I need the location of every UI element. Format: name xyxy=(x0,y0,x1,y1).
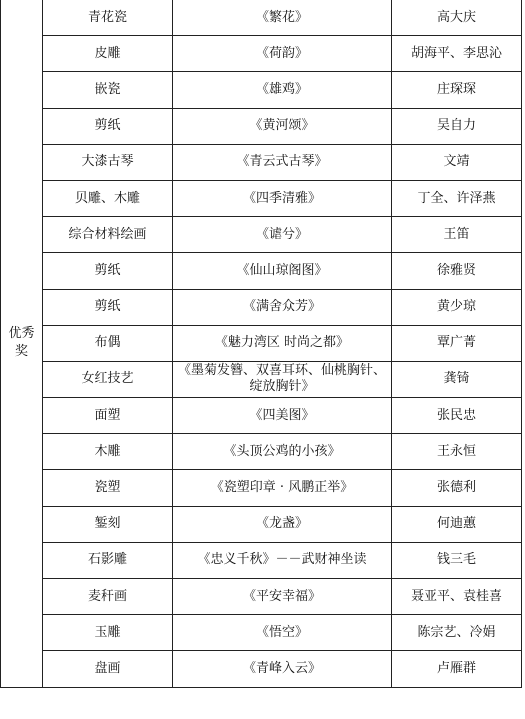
table-row xyxy=(1,253,522,289)
table-row xyxy=(1,180,522,216)
title-cell: 《繁花》 xyxy=(173,0,392,36)
author-cell: 高大庆 xyxy=(392,0,522,36)
title-cell: 《平安幸福》 xyxy=(173,579,392,615)
table-row xyxy=(1,361,522,397)
title-cell: 《仙山琼阁图》 xyxy=(173,253,392,289)
title-cell: 《魅力湾区 时尚之都》 xyxy=(173,325,392,361)
title-cell: 《四季清雅》 xyxy=(173,180,392,216)
category-cell: 木雕 xyxy=(43,434,173,470)
title-cell: 《青峰入云》 xyxy=(173,651,392,687)
table-row xyxy=(1,506,522,542)
table-row xyxy=(1,470,522,506)
author-cell: 吴自力 xyxy=(392,108,522,144)
table-row xyxy=(1,144,522,180)
category-cell: 贝雕、木雕 xyxy=(43,180,173,216)
category-cell: 嵌瓷 xyxy=(43,72,173,108)
author-cell: 陈宗艺、冷娟 xyxy=(392,615,522,651)
table-row xyxy=(1,325,522,361)
category-cell: 玉雕 xyxy=(43,615,173,651)
title-cell: 《四美图》 xyxy=(173,398,392,434)
category-cell: 剪纸 xyxy=(43,289,173,325)
category-cell: 综合材料绘画 xyxy=(43,217,173,253)
author-cell: 黄少琼 xyxy=(392,289,522,325)
author-cell: 何迪蕙 xyxy=(392,506,522,542)
author-cell: 张德利 xyxy=(392,470,522,506)
title-cell: 《悟空》 xyxy=(173,615,392,651)
category-cell: 面塑 xyxy=(43,398,173,434)
author-cell: 覃广菁 xyxy=(392,325,522,361)
author-cell: 徐雅贤 xyxy=(392,253,522,289)
author-cell: 钱三毛 xyxy=(392,542,522,578)
category-cell: 剪纸 xyxy=(43,108,173,144)
table-row xyxy=(1,0,522,36)
author-cell: 王永恒 xyxy=(392,434,522,470)
title-cell: 《墨菊发簪、双喜耳环、仙桃胸针、绽放胸针》 xyxy=(173,361,392,397)
title-cell: 《青云式古琴》 xyxy=(173,144,392,180)
award-level-cell: 优秀奖 xyxy=(1,0,43,687)
table-row xyxy=(1,542,522,578)
table-row xyxy=(1,651,522,687)
category-cell: 布偶 xyxy=(43,325,173,361)
table-row xyxy=(1,289,522,325)
title-cell: 《雄鸡》 xyxy=(173,72,392,108)
table-row xyxy=(1,36,522,72)
award-table-body xyxy=(1,0,522,687)
author-cell: 龚锜 xyxy=(392,361,522,397)
author-cell: 胡海平、李思沁 xyxy=(392,36,522,72)
title-cell: 《瓷塑印章 · 风鹏正举》 xyxy=(173,470,392,506)
category-cell: 瓷塑 xyxy=(43,470,173,506)
table-row xyxy=(1,615,522,651)
author-cell: 聂亚平、袁桂喜 xyxy=(392,579,522,615)
author-cell: 王笛 xyxy=(392,217,522,253)
category-cell: 女红技艺 xyxy=(43,361,173,397)
title-cell: 《满舍众芳》 xyxy=(173,289,392,325)
author-cell: 丁全、许泽燕 xyxy=(392,180,522,216)
category-cell: 大漆古琴 xyxy=(43,144,173,180)
title-cell: 《头顶公鸡的小孩》 xyxy=(173,434,392,470)
category-cell: 剪纸 xyxy=(43,253,173,289)
title-cell: 《黄河颂》 xyxy=(173,108,392,144)
table-row xyxy=(1,217,522,253)
category-cell: 皮雕 xyxy=(43,36,173,72)
table-row xyxy=(1,434,522,470)
category-cell: 石影雕 xyxy=(43,542,173,578)
table-row xyxy=(1,72,522,108)
author-cell: 张民忠 xyxy=(392,398,522,434)
title-cell: 《忠义千秋》－－武财神坐读 xyxy=(173,542,392,578)
author-cell: 文靖 xyxy=(392,144,522,180)
author-cell: 庄琛琛 xyxy=(392,72,522,108)
title-cell: 《谑兮》 xyxy=(173,217,392,253)
category-cell: 錾刻 xyxy=(43,506,173,542)
category-cell: 青花瓷 xyxy=(43,0,173,36)
table-row xyxy=(1,398,522,434)
author-cell: 卢雁群 xyxy=(392,651,522,687)
category-cell: 麦秆画 xyxy=(43,579,173,615)
table-row xyxy=(1,108,522,144)
category-cell: 盘画 xyxy=(43,651,173,687)
title-cell: 《龙盏》 xyxy=(173,506,392,542)
title-cell: 《荷韵》 xyxy=(173,36,392,72)
table-row xyxy=(1,579,522,615)
